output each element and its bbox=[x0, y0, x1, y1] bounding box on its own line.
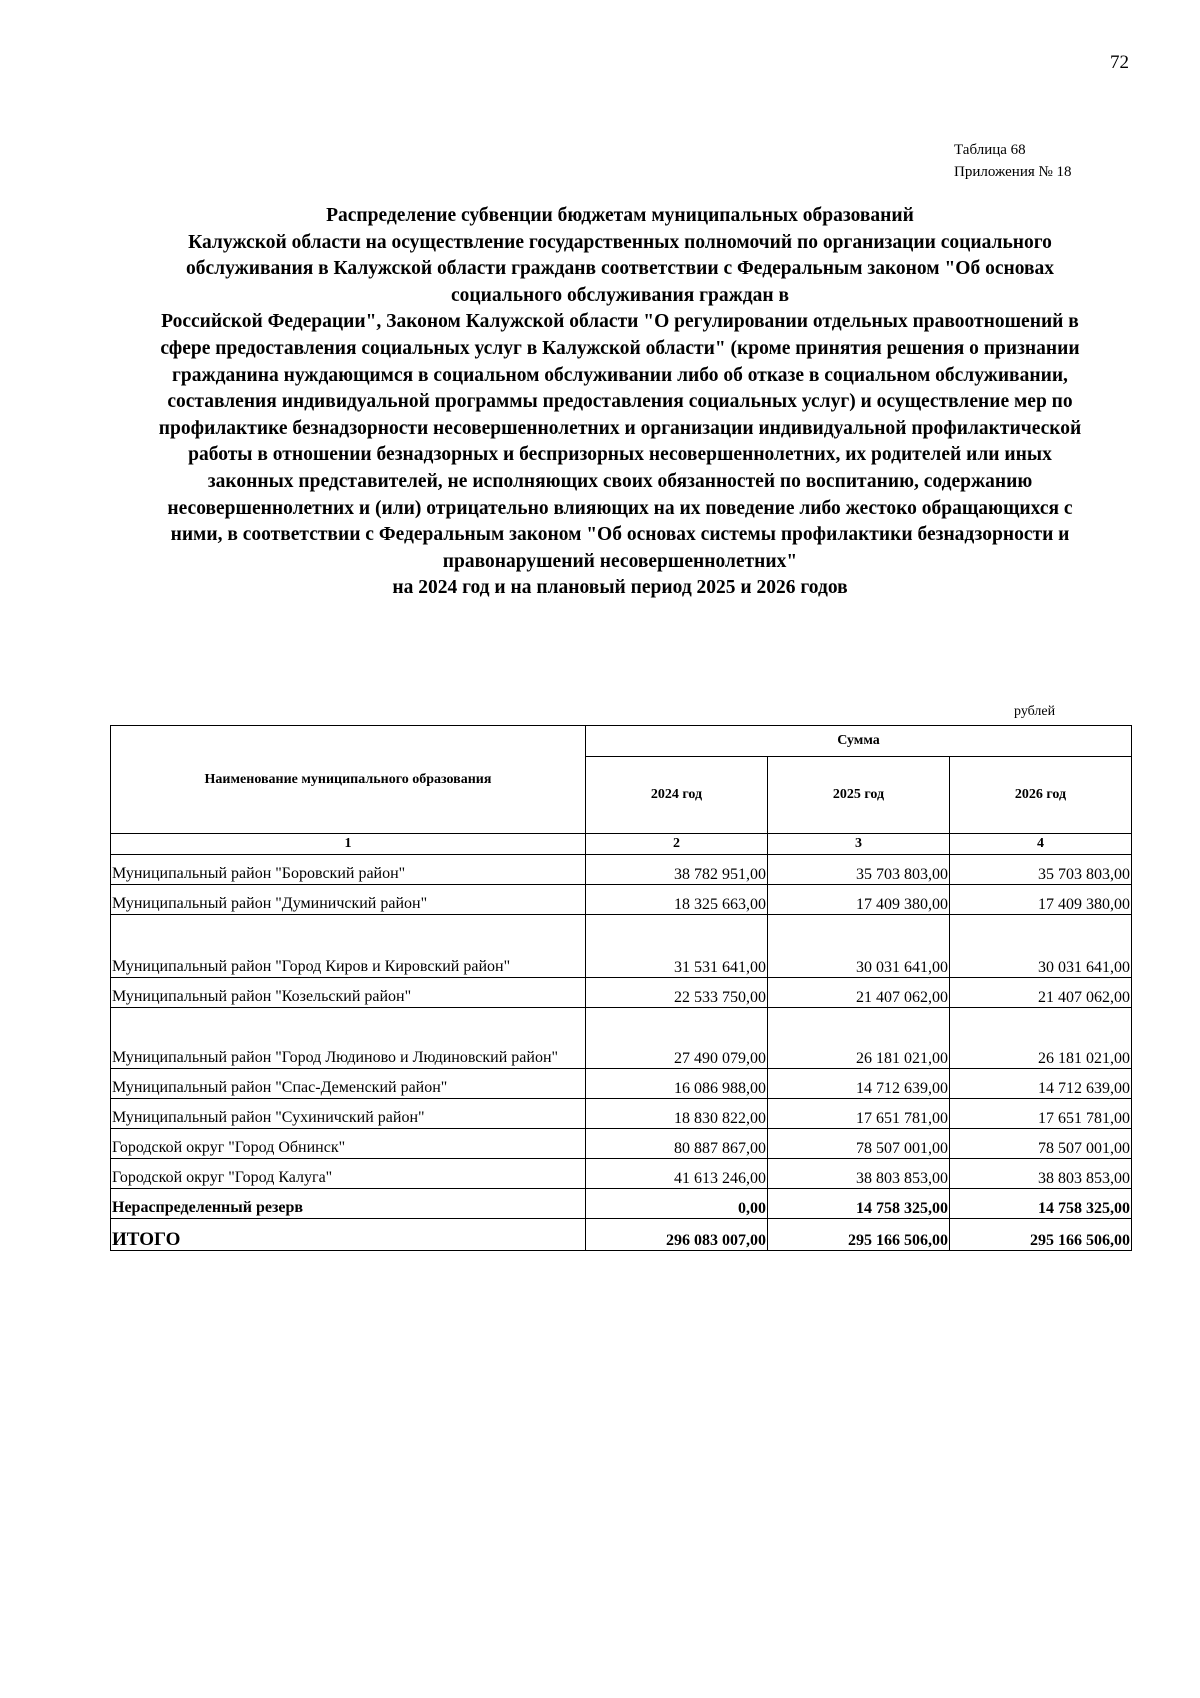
municipality-name: Городской округ "Город Калуга" bbox=[111, 1159, 586, 1189]
title-line: законных представителей, не исполняющих своих обязанностей по воспитанию, содержанию bbox=[207, 470, 1033, 492]
header-sum: Сумма bbox=[586, 726, 1132, 757]
title-line: составления индивидуальной программы предоставления социальных услуг) и осуществление мер по bbox=[167, 391, 1073, 413]
total-2024: 296 083 007,00 bbox=[586, 1219, 768, 1251]
table-row bbox=[111, 855, 1132, 885]
header-year-2024: 2024 год bbox=[586, 757, 768, 834]
total-row bbox=[111, 1219, 1132, 1251]
title-line: работы в отношении безнадзорных и беспризорных несовершеннолетних, их родителей или иных bbox=[188, 444, 1052, 466]
amount-2026: 17 409 380,00 bbox=[950, 885, 1132, 915]
title-line: гражданина нуждающимся в социальном обслуживании либо об отказе в социальном обслуживании, bbox=[172, 364, 1068, 386]
amount-2024: 16 086 988,00 bbox=[586, 1069, 768, 1099]
column-number: 1 bbox=[111, 834, 586, 855]
table-row bbox=[111, 915, 1132, 978]
amount-2025: 30 031 641,00 bbox=[768, 915, 950, 978]
total-2026: 295 166 506,00 bbox=[950, 1219, 1132, 1251]
amount-2024: 31 531 641,00 bbox=[586, 915, 768, 978]
reserve-2025: 14 758 325,00 bbox=[768, 1189, 950, 1219]
amount-2024: 18 830 822,00 bbox=[586, 1099, 768, 1129]
amount-2025: 38 803 853,00 bbox=[768, 1159, 950, 1189]
reserve-label: Нераспределенный резерв bbox=[111, 1189, 586, 1219]
title-line: Российской Федерации", Законом Калужской области "О регулировании отдельных правоотношений в bbox=[161, 311, 1079, 333]
total-label: ИТОГО bbox=[111, 1219, 586, 1251]
title-line: несовершеннолетних и (или) отрицательно влияющих на их поведение либо жестоко обращающихся с bbox=[167, 497, 1073, 519]
total-2025: 295 166 506,00 bbox=[768, 1219, 950, 1251]
header-year-2025: 2025 год bbox=[768, 757, 950, 834]
municipality-name: Муниципальный район "Думиничский район" bbox=[111, 885, 586, 915]
municipality-name: Муниципальный район "Спас-Деменский район" bbox=[111, 1069, 586, 1099]
table-header-row bbox=[111, 726, 1132, 757]
amount-2026: 14 712 639,00 bbox=[950, 1069, 1132, 1099]
units-label: рублей bbox=[1014, 704, 1056, 719]
header-municipality: Наименование муниципального образования bbox=[111, 726, 586, 834]
appendix-reference: Приложения № 18 bbox=[954, 164, 1072, 180]
column-numbers-row bbox=[111, 834, 1132, 855]
amount-2025: 14 712 639,00 bbox=[768, 1069, 950, 1099]
table-row bbox=[111, 1159, 1132, 1189]
page-number: 72 bbox=[1110, 52, 1129, 73]
table-reference-number: Таблица 68 bbox=[954, 142, 1026, 158]
amount-2025: 35 703 803,00 bbox=[768, 855, 950, 885]
municipality-name: Муниципальный район "Сухиничский район" bbox=[111, 1099, 586, 1129]
municipality-name: Муниципальный район "Город Людиново и Людиновский район" bbox=[111, 1008, 586, 1069]
header-year-2026: 2026 год bbox=[950, 757, 1132, 834]
title-line: обслуживания в Калужской области гражданв соответствии с Федеральным законом "Об основах bbox=[185, 258, 1055, 280]
amount-2026: 78 507 001,00 bbox=[950, 1129, 1132, 1159]
amount-2026: 17 651 781,00 bbox=[950, 1099, 1132, 1129]
title-line: профилактике безнадзорности несовершеннолетних и организации индивидуальной профилактической bbox=[158, 417, 1082, 439]
amount-2026: 21 407 062,00 bbox=[950, 978, 1132, 1008]
reserve-2026: 14 758 325,00 bbox=[950, 1189, 1132, 1219]
municipality-name: Муниципальный район "Козельский район" bbox=[111, 978, 586, 1008]
amount-2024: 41 613 246,00 bbox=[586, 1159, 768, 1189]
title-line: Калужской области на осуществление государственных полномочий по организации социального bbox=[188, 231, 1052, 253]
table-row bbox=[111, 978, 1132, 1008]
amount-2024: 22 533 750,00 bbox=[586, 978, 768, 1008]
amount-2026: 26 181 021,00 bbox=[950, 1008, 1132, 1069]
column-number: 4 bbox=[950, 834, 1132, 855]
amount-2024: 27 490 079,00 bbox=[586, 1008, 768, 1069]
reserve-row bbox=[111, 1189, 1132, 1219]
amount-2026: 38 803 853,00 bbox=[950, 1159, 1132, 1189]
title-line: на 2024 год и на плановый период 2025 и 2026 годов bbox=[392, 577, 848, 599]
table-row bbox=[111, 1129, 1132, 1159]
table-reference bbox=[954, 139, 1072, 183]
amount-2025: 78 507 001,00 bbox=[768, 1129, 950, 1159]
amount-2025: 26 181 021,00 bbox=[768, 1008, 950, 1069]
title-line: правонарушений несовершеннолетних" bbox=[442, 550, 798, 572]
amount-2026: 30 031 641,00 bbox=[950, 915, 1132, 978]
amount-2024: 18 325 663,00 bbox=[586, 885, 768, 915]
amount-2025: 17 409 380,00 bbox=[768, 885, 950, 915]
table-row bbox=[111, 1069, 1132, 1099]
amount-2024: 38 782 951,00 bbox=[586, 855, 768, 885]
municipality-name: Городской округ "Город Обнинск" bbox=[111, 1129, 586, 1159]
document-title bbox=[100, 203, 1140, 602]
title-line: Распределение субвенции бюджетам муниципальных образований bbox=[326, 205, 914, 226]
amount-2025: 21 407 062,00 bbox=[768, 978, 950, 1008]
title-line: социального обслуживания граждан в bbox=[450, 284, 789, 306]
amount-2024: 80 887 867,00 bbox=[586, 1129, 768, 1159]
amount-2025: 17 651 781,00 bbox=[768, 1099, 950, 1129]
table-row bbox=[111, 1099, 1132, 1129]
table-row bbox=[111, 1008, 1132, 1069]
amount-2026: 35 703 803,00 bbox=[950, 855, 1132, 885]
reserve-2024: 0,00 bbox=[586, 1189, 768, 1219]
municipality-name: Муниципальный район "Боровский район" bbox=[111, 855, 586, 885]
title-line: ними, в соответствии с Федеральным законом "Об основах системы профилактики безнадзорности и bbox=[170, 524, 1070, 546]
title-line: сфере предоставления социальных услуг в Калужской области" (кроме принятия решения о признании bbox=[160, 337, 1080, 359]
municipality-name: Муниципальный район "Город Киров и Кировский район" bbox=[111, 915, 586, 978]
column-number: 2 bbox=[586, 834, 768, 855]
column-number: 3 bbox=[768, 834, 950, 855]
subvention-table bbox=[110, 725, 1132, 1251]
table-row bbox=[111, 885, 1132, 915]
